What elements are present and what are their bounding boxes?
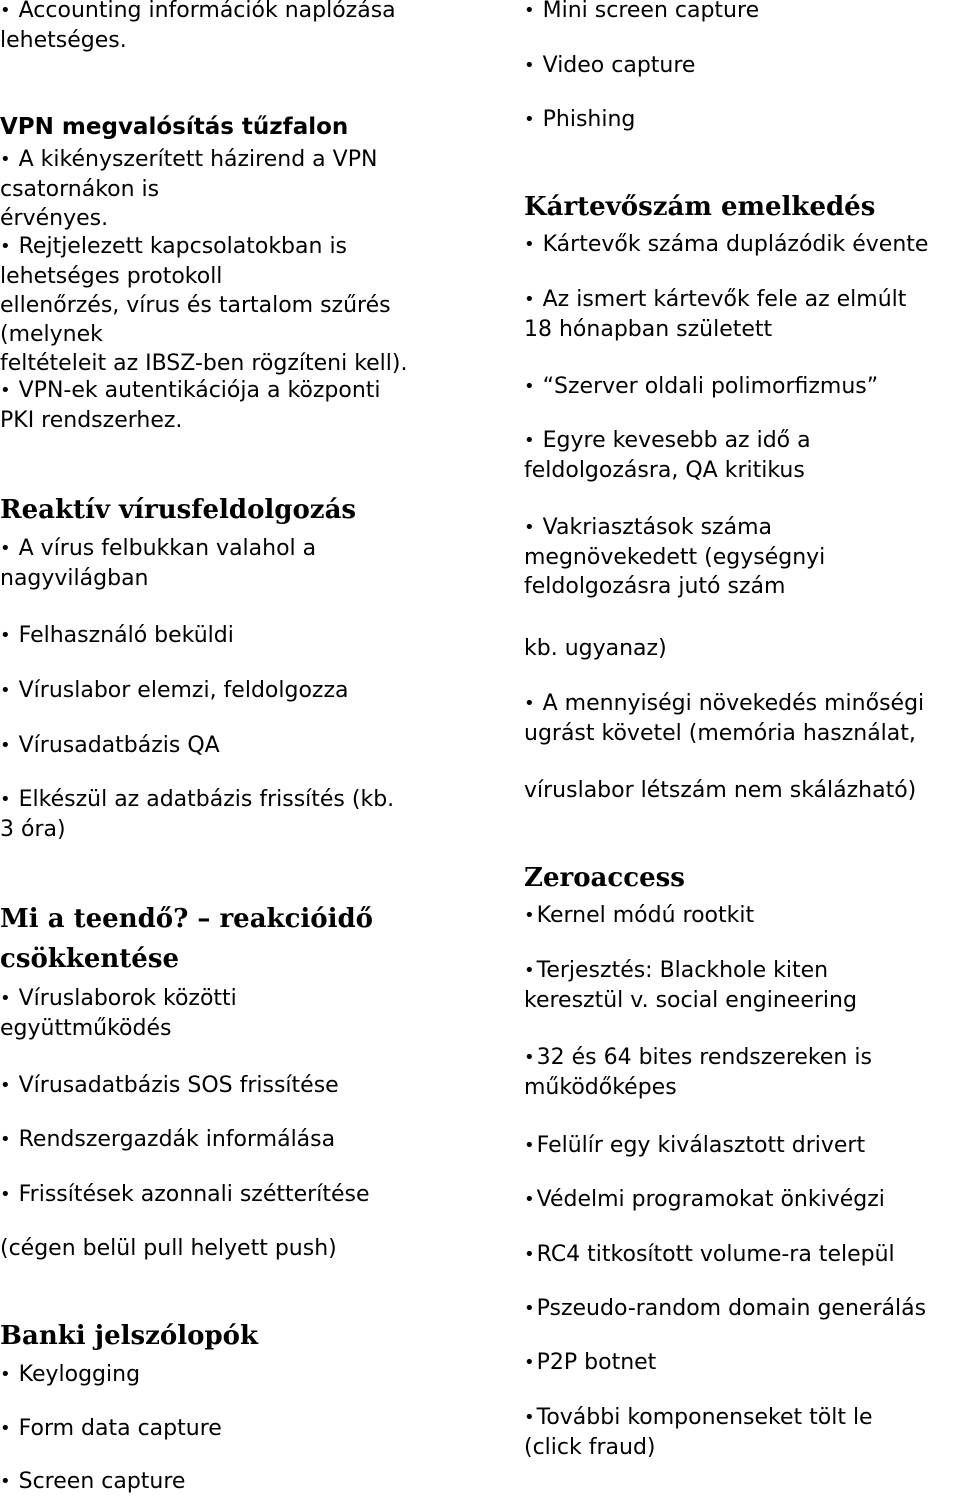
bullet-teendo-3: • Rendszergazdák informálása	[0, 1125, 335, 1155]
bullet-teendo-2: • Vírusadatbázis SOS frissítése	[0, 1071, 339, 1101]
heading-vpn: VPN megvalósítás tűzfalon	[0, 114, 349, 140]
bullet-accounting: • Accounting információk naplózása lehetséges.	[0, 0, 396, 55]
text-teendo-5: (cégen belül pull helyett push)	[0, 1236, 337, 1261]
bullet-zero-9: • További komponenseket tölt le (click fraud)	[524, 1403, 873, 1462]
bullet-reaktiv-2: • Felhasználó beküldi	[0, 621, 234, 651]
bullet-vpn-policy: • A kikényszerített házirend a VPN csatornákon is érvényes.	[0, 145, 377, 233]
bullet-zero-7: • Pszeudo-random domain generálás	[524, 1294, 926, 1324]
heading-banki: Banki jelszólopók	[0, 1321, 258, 1351]
bullet-kartevo-6: • A mennyiségi növekedés minőségi ugrást követel (memória használat,	[524, 689, 924, 748]
bullet-banki-3: • Screen capture	[0, 1467, 185, 1497]
bullet-vpn-encrypted: • Rejtjelezett kapcsolatokban is lehetséges protokoll ellenőrzés, vírus és tartalom szűrés (melynek feltételeit az IBSZ-ben rögzíteni kell).	[0, 232, 407, 378]
bullet-zero-4: • Felülír egy kiválasztott drivert	[524, 1131, 865, 1161]
bullet-teendo-1: • Víruslaborok közötti együttműködés	[0, 984, 237, 1043]
bullet-reaktiv-1: • A vírus felbukkan valahol a nagyvilágban	[0, 534, 316, 593]
bullet-vpn-pki: • VPN-ek autentikációja a központi PKI rendszerhez.	[0, 376, 381, 435]
bullet-zero-8: • P2P botnet	[524, 1348, 656, 1378]
heading-reaktiv: Reaktív vírusfeldolgozás	[0, 495, 357, 525]
text-kartevo-6b: víruslabor létszám nem skálázható)	[524, 778, 917, 803]
bullet-kartevo-5: • Vakriasztások száma megnövekedett (egységnyi feldolgozásra jutó szám	[524, 513, 825, 601]
bullet-banki-1: • Keylogging	[0, 1360, 140, 1390]
bullet-reaktiv-4: • Vírusadatbázis QA	[0, 731, 220, 761]
bullet-zero-2: • Terjesztés: Blackhole kiten keresztül v. social engineering	[524, 956, 857, 1015]
bullet-kartevo-3: • “Szerver oldali polimorfizmus”	[524, 372, 878, 402]
bullet-kartevo-2: • Az ismert kártevők fele az elmúlt 18 hónapban született	[524, 285, 906, 344]
bullet-reaktiv-3: • Víruslabor elemzi, feldolgozza	[0, 676, 349, 706]
heading-kartevo: Kártevőszám emelkedés	[524, 192, 876, 222]
heading-teendo: Mi a teendő? – reakcióidő csökkentése	[0, 904, 374, 974]
bullet-teendo-4: • Frissítések azonnali szétterítése	[0, 1180, 370, 1210]
bullet-zero-3: • 32 és 64 bites rendszereken is működőképes	[524, 1043, 872, 1102]
bullet-kartevo-4: • Egyre kevesebb az idő a feldolgozásra, QA kritikus	[524, 426, 811, 485]
bullet-banki-4: • Mini screen capture	[524, 0, 759, 26]
bullet-banki-5: • Video capture	[524, 51, 695, 81]
bullet-reaktiv-5: • Elkészül az adatbázis frissítés (kb. 3 óra)	[0, 785, 394, 844]
text-kartevo-5b: kb. ugyanaz)	[524, 636, 667, 661]
bullet-banki-2: • Form data capture	[0, 1414, 222, 1444]
bullet-zero-1: • Kernel módú rootkit	[524, 901, 754, 931]
bullet-banki-6: • Phishing	[524, 105, 635, 135]
bullet-zero-6: • RC4 titkosított volume-ra települ	[524, 1240, 895, 1270]
bullet-zero-5: • Védelmi programokat önkivégzi	[524, 1185, 885, 1215]
heading-zeroaccess: Zeroaccess	[524, 863, 685, 893]
bullet-kartevo-1: • Kártevők száma duplázódik évente	[524, 230, 928, 260]
